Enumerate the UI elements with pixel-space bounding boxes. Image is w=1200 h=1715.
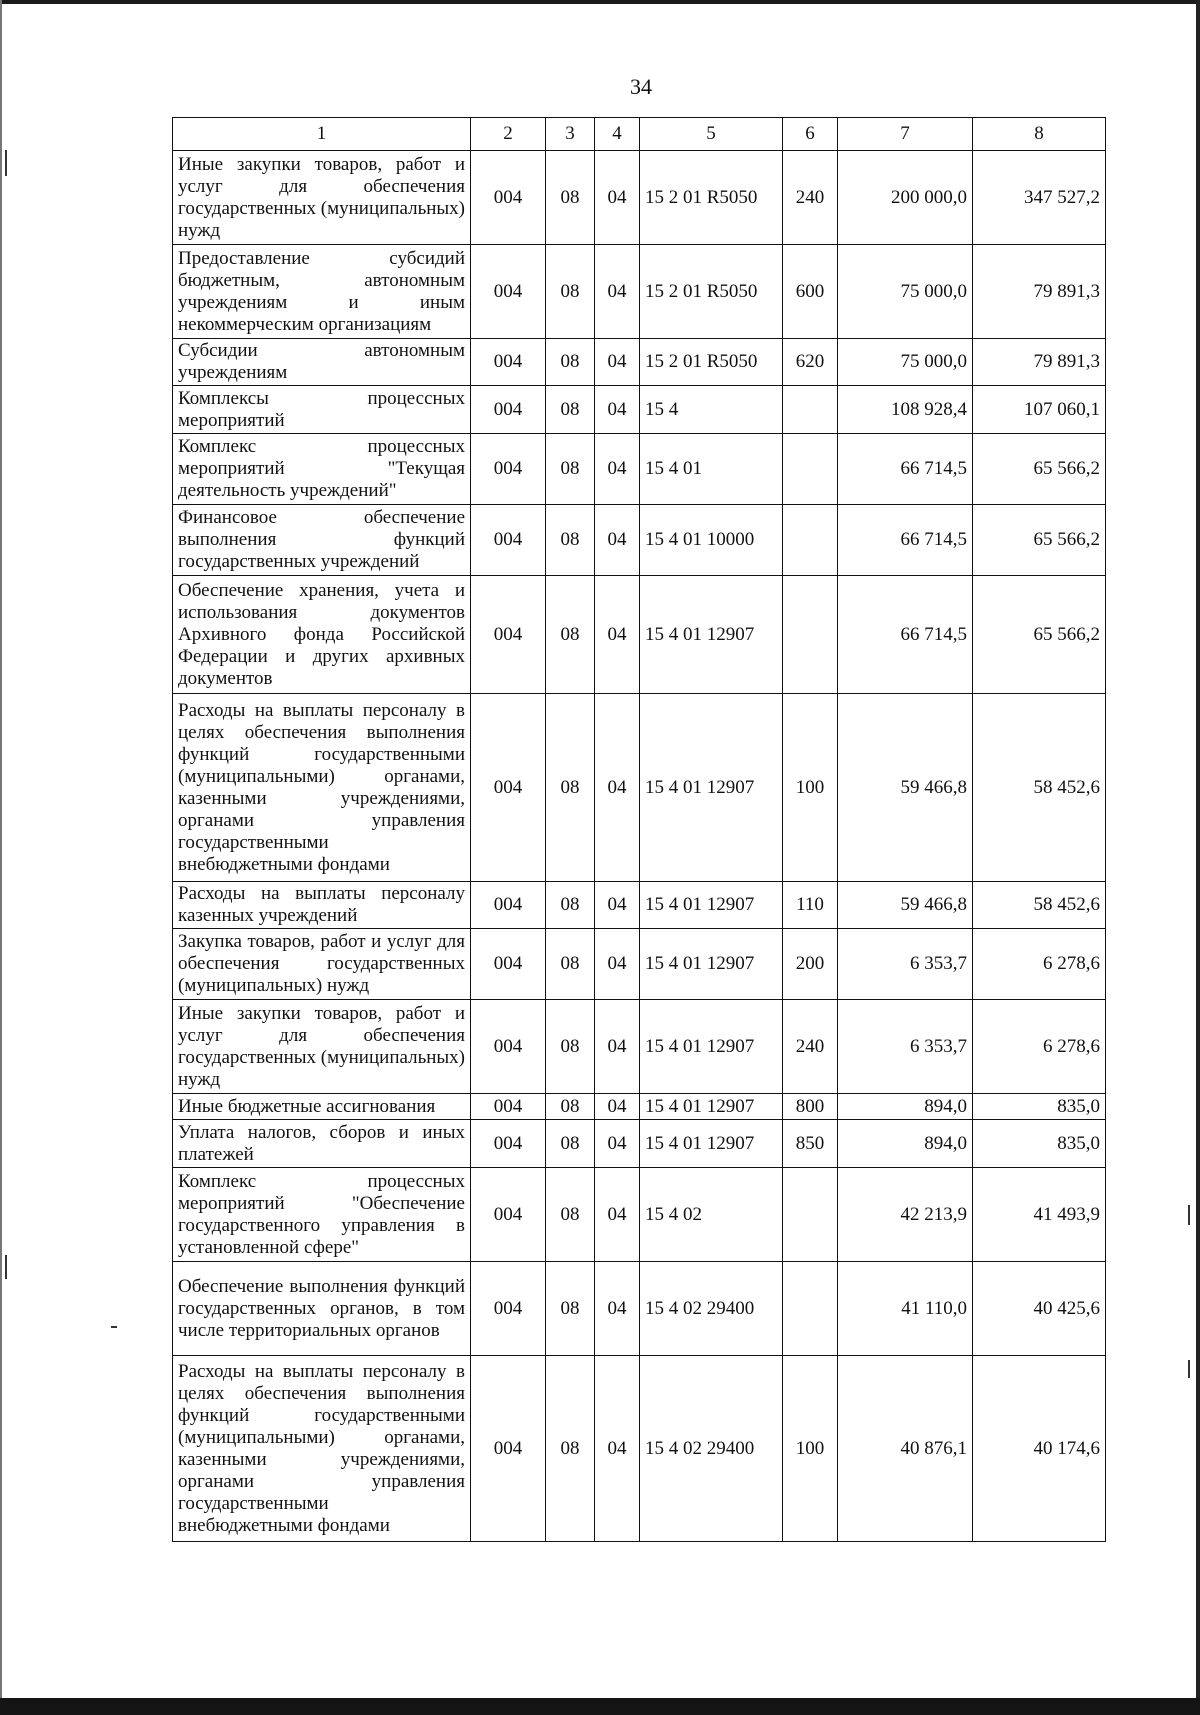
table-row bbox=[173, 245, 1106, 339]
table-body bbox=[173, 151, 1106, 1542]
amount-col-8: 79 891,3 bbox=[973, 245, 1106, 339]
table-row bbox=[173, 151, 1106, 245]
subsection-code: 04 bbox=[595, 151, 640, 245]
amount-col-7: 41 110,0 bbox=[838, 1262, 973, 1356]
scan-edge-left bbox=[0, 0, 2, 1715]
amount-col-8: 58 452,6 bbox=[973, 694, 1106, 882]
expense-type-code: 800 bbox=[783, 1094, 838, 1120]
expense-name: Иные закупки товаров, работ и услуг для обеспечения государственных (муниципальных) нужд bbox=[173, 1000, 471, 1094]
amount-col-7: 200 000,0 bbox=[838, 151, 973, 245]
scan-speck bbox=[1188, 1205, 1190, 1225]
subsection-code: 04 bbox=[595, 882, 640, 929]
expense-type-code: 600 bbox=[783, 245, 838, 339]
amount-col-8: 79 891,3 bbox=[973, 339, 1106, 386]
amount-col-8: 347 527,2 bbox=[973, 151, 1106, 245]
expense-name: Иные бюджетные ассигнования bbox=[173, 1094, 471, 1120]
target-article-code: 15 4 01 12907 bbox=[640, 576, 783, 694]
table-row bbox=[173, 1120, 1106, 1168]
target-article-code: 15 4 01 10000 bbox=[640, 505, 783, 576]
amount-col-7: 66 714,5 bbox=[838, 576, 973, 694]
amount-col-7: 6 353,7 bbox=[838, 1000, 973, 1094]
table-row bbox=[173, 694, 1106, 882]
section-code: 08 bbox=[546, 1168, 595, 1262]
amount-col-7: 894,0 bbox=[838, 1120, 973, 1168]
ministry-code: 004 bbox=[471, 882, 546, 929]
amount-col-7: 59 466,8 bbox=[838, 882, 973, 929]
amount-col-8: 65 566,2 bbox=[973, 505, 1106, 576]
section-code: 08 bbox=[546, 505, 595, 576]
amount-col-7: 42 213,9 bbox=[838, 1168, 973, 1262]
table-row bbox=[173, 1094, 1106, 1120]
table-row bbox=[173, 339, 1106, 386]
expense-name: Закупка товаров, работ и услуг для обеспечения государственных (муниципальных) нужд bbox=[173, 929, 471, 1000]
expense-type-code bbox=[783, 1168, 838, 1262]
table-header bbox=[173, 118, 1106, 151]
scan-speck bbox=[5, 150, 7, 176]
ministry-code: 004 bbox=[471, 1262, 546, 1356]
expense-type-code: 100 bbox=[783, 1356, 838, 1542]
section-code: 08 bbox=[546, 1000, 595, 1094]
subsection-code: 04 bbox=[595, 1262, 640, 1356]
table-row bbox=[173, 1000, 1106, 1094]
ministry-code: 004 bbox=[471, 1000, 546, 1094]
amount-col-8: 58 452,6 bbox=[973, 882, 1106, 929]
scan-edge-right bbox=[1196, 0, 1200, 1715]
amount-col-7: 66 714,5 bbox=[838, 434, 973, 505]
scan-speck bbox=[1188, 1360, 1190, 1378]
expense-type-code bbox=[783, 434, 838, 505]
ministry-code: 004 bbox=[471, 386, 546, 434]
table-row bbox=[173, 1168, 1106, 1262]
column-header: 3 bbox=[546, 118, 595, 151]
subsection-code: 04 bbox=[595, 1356, 640, 1542]
expense-name: Расходы на выплаты персоналу в целях обеспечения выполнения функций государственными (муниципальными) органами, казенными учреждениями, органами управления государственными внебюджетными фондами bbox=[173, 1356, 471, 1542]
amount-col-8: 41 493,9 bbox=[973, 1168, 1106, 1262]
subsection-code: 04 bbox=[595, 1094, 640, 1120]
expense-name: Предоставление субсидий бюджетным, автономным учреждениям и иным некоммерческим организациям bbox=[173, 245, 471, 339]
expense-name: Расходы на выплаты персоналу казенных учреждений bbox=[173, 882, 471, 929]
section-code: 08 bbox=[546, 386, 595, 434]
column-header: 5 bbox=[640, 118, 783, 151]
amount-col-7: 108 928,4 bbox=[838, 386, 973, 434]
column-header: 6 bbox=[783, 118, 838, 151]
table-row bbox=[173, 505, 1106, 576]
table-row bbox=[173, 1356, 1106, 1542]
ministry-code: 004 bbox=[471, 576, 546, 694]
expense-name: Финансовое обеспечение выполнения функций государственных учреждений bbox=[173, 505, 471, 576]
expense-name: Комплексы процессных мероприятий bbox=[173, 386, 471, 434]
amount-col-8: 65 566,2 bbox=[973, 434, 1106, 505]
scan-speck bbox=[111, 1326, 117, 1328]
section-code: 08 bbox=[546, 694, 595, 882]
target-article-code: 15 4 01 12907 bbox=[640, 694, 783, 882]
expense-name: Обеспечение хранения, учета и использования документов Архивного фонда Российской Федерации и других архивных документов bbox=[173, 576, 471, 694]
expense-type-code bbox=[783, 1262, 838, 1356]
scan-speck bbox=[5, 1255, 7, 1279]
section-code: 08 bbox=[546, 1356, 595, 1542]
section-code: 08 bbox=[546, 245, 595, 339]
expense-type-code: 620 bbox=[783, 339, 838, 386]
target-article-code: 15 4 02 29400 bbox=[640, 1356, 783, 1542]
expense-name: Обеспечение выполнения функций государственных органов, в том числе территориальных органов bbox=[173, 1262, 471, 1356]
expense-name: Комплекс процессных мероприятий "Обеспечение государственного управления в установленной сфере" bbox=[173, 1168, 471, 1262]
expense-type-code: 240 bbox=[783, 1000, 838, 1094]
expense-name: Субсидии автономным учреждениям bbox=[173, 339, 471, 386]
column-header: 7 bbox=[838, 118, 973, 151]
amount-col-8: 6 278,6 bbox=[973, 1000, 1106, 1094]
section-code: 08 bbox=[546, 1094, 595, 1120]
subsection-code: 04 bbox=[595, 505, 640, 576]
scan-edge-bottom bbox=[0, 1698, 1200, 1715]
expense-name: Комплекс процессных мероприятий "Текущая деятельность учреждений" bbox=[173, 434, 471, 505]
page-number: 34 bbox=[630, 74, 652, 99]
column-header: 4 bbox=[595, 118, 640, 151]
expense-type-code bbox=[783, 386, 838, 434]
amount-col-7: 59 466,8 bbox=[838, 694, 973, 882]
subsection-code: 04 bbox=[595, 339, 640, 386]
expense-type-code bbox=[783, 505, 838, 576]
table-row bbox=[173, 1262, 1106, 1356]
subsection-code: 04 bbox=[595, 1120, 640, 1168]
amount-col-7: 894,0 bbox=[838, 1094, 973, 1120]
ministry-code: 004 bbox=[471, 245, 546, 339]
subsection-code: 04 bbox=[595, 1168, 640, 1262]
ministry-code: 004 bbox=[471, 1094, 546, 1120]
expense-type-code: 110 bbox=[783, 882, 838, 929]
table-row bbox=[173, 386, 1106, 434]
section-code: 08 bbox=[546, 1262, 595, 1356]
amount-col-8: 65 566,2 bbox=[973, 576, 1106, 694]
subsection-code: 04 bbox=[595, 386, 640, 434]
expense-type-code bbox=[783, 576, 838, 694]
target-article-code: 15 4 02 29400 bbox=[640, 1262, 783, 1356]
subsection-code: 04 bbox=[595, 929, 640, 1000]
amount-col-7: 40 876,1 bbox=[838, 1356, 973, 1542]
ministry-code: 004 bbox=[471, 1120, 546, 1168]
amount-col-8: 40 425,6 bbox=[973, 1262, 1106, 1356]
amount-col-8: 835,0 bbox=[973, 1094, 1106, 1120]
ministry-code: 004 bbox=[471, 1356, 546, 1542]
subsection-code: 04 bbox=[595, 1000, 640, 1094]
ministry-code: 004 bbox=[471, 929, 546, 1000]
target-article-code: 15 4 01 12907 bbox=[640, 1094, 783, 1120]
subsection-code: 04 bbox=[595, 694, 640, 882]
expense-type-code: 240 bbox=[783, 151, 838, 245]
expense-name: Иные закупки товаров, работ и услуг для обеспечения государственных (муниципальных) нужд bbox=[173, 151, 471, 245]
expense-name: Уплата налогов, сборов и иных платежей bbox=[173, 1120, 471, 1168]
subsection-code: 04 bbox=[595, 245, 640, 339]
section-code: 08 bbox=[546, 339, 595, 386]
budget-table bbox=[172, 117, 1106, 1542]
scan-edge-top bbox=[0, 0, 1200, 4]
ministry-code: 004 bbox=[471, 339, 546, 386]
column-header: 2 bbox=[471, 118, 546, 151]
section-code: 08 bbox=[546, 929, 595, 1000]
ministry-code: 004 bbox=[471, 151, 546, 245]
table-row bbox=[173, 929, 1106, 1000]
table-row bbox=[173, 576, 1106, 694]
amount-col-7: 6 353,7 bbox=[838, 929, 973, 1000]
expense-type-code: 850 bbox=[783, 1120, 838, 1168]
column-header: 8 bbox=[973, 118, 1106, 151]
expense-name: Расходы на выплаты персоналу в целях обеспечения выполнения функций государственными (муниципальными) органами, казенными учреждениями, органами управления государственными внебюджетными фондами bbox=[173, 694, 471, 882]
table-row bbox=[173, 434, 1106, 505]
ministry-code: 004 bbox=[471, 694, 546, 882]
target-article-code: 15 4 01 12907 bbox=[640, 1000, 783, 1094]
section-code: 08 bbox=[546, 576, 595, 694]
target-article-code: 15 2 01 R5050 bbox=[640, 339, 783, 386]
target-article-code: 15 2 01 R5050 bbox=[640, 245, 783, 339]
amount-col-7: 75 000,0 bbox=[838, 245, 973, 339]
section-code: 08 bbox=[546, 882, 595, 929]
target-article-code: 15 4 02 bbox=[640, 1168, 783, 1262]
ministry-code: 004 bbox=[471, 434, 546, 505]
amount-col-7: 75 000,0 bbox=[838, 339, 973, 386]
amount-col-8: 835,0 bbox=[973, 1120, 1106, 1168]
target-article-code: 15 4 bbox=[640, 386, 783, 434]
subsection-code: 04 bbox=[595, 576, 640, 694]
subsection-code: 04 bbox=[595, 434, 640, 505]
target-article-code: 15 4 01 12907 bbox=[640, 1120, 783, 1168]
expense-type-code: 100 bbox=[783, 694, 838, 882]
amount-col-7: 66 714,5 bbox=[838, 505, 973, 576]
section-code: 08 bbox=[546, 151, 595, 245]
expense-type-code: 200 bbox=[783, 929, 838, 1000]
amount-col-8: 107 060,1 bbox=[973, 386, 1106, 434]
column-header: 1 bbox=[173, 118, 471, 151]
table-row bbox=[173, 882, 1106, 929]
target-article-code: 15 4 01 bbox=[640, 434, 783, 505]
section-code: 08 bbox=[546, 434, 595, 505]
target-article-code: 15 4 01 12907 bbox=[640, 929, 783, 1000]
section-code: 08 bbox=[546, 1120, 595, 1168]
amount-col-8: 40 174,6 bbox=[973, 1356, 1106, 1542]
target-article-code: 15 2 01 R5050 bbox=[640, 151, 783, 245]
ministry-code: 004 bbox=[471, 505, 546, 576]
target-article-code: 15 4 01 12907 bbox=[640, 882, 783, 929]
amount-col-8: 6 278,6 bbox=[973, 929, 1106, 1000]
ministry-code: 004 bbox=[471, 1168, 546, 1262]
header-row bbox=[173, 118, 1106, 151]
